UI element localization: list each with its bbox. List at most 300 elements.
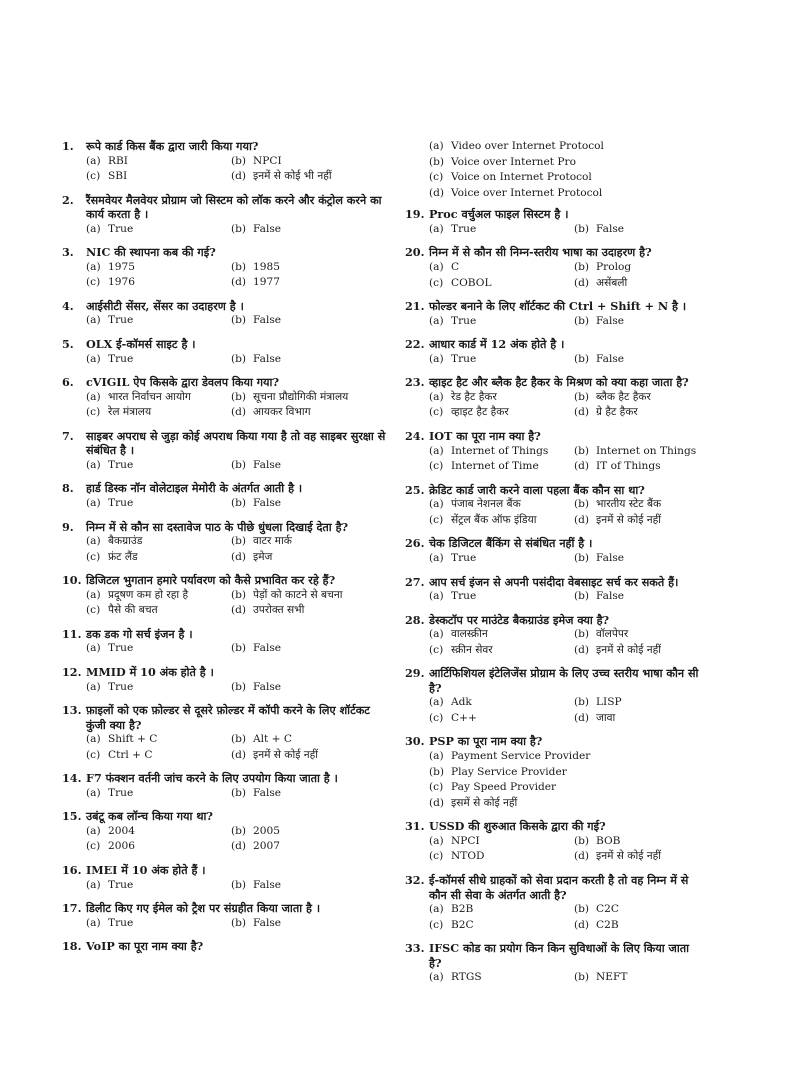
option-item: [429, 902, 574, 918]
option-text: Shift + C: [108, 733, 158, 746]
option-text: सेंट्रल बैंक ऑफ इंडिया: [451, 513, 537, 526]
options-list: [86, 222, 387, 238]
question-number: 25.: [405, 482, 425, 497]
option-item: [429, 139, 729, 155]
options-list: [429, 390, 705, 421]
question-number: 18.: [62, 939, 82, 954]
option-text: Video over Internet Protocol: [451, 140, 604, 152]
question-row: [405, 245, 705, 260]
option-text: True: [108, 786, 134, 799]
right-column: [405, 139, 705, 994]
option-label: (d): [574, 460, 590, 473]
option-label: (c): [429, 276, 444, 289]
options-list: [86, 786, 387, 802]
option-text: BOB: [596, 834, 621, 847]
question-text: डिजिटल भुगतान हमारे पर्यावरण को कैसे प्रभावित कर रहे हैं?: [86, 573, 336, 588]
option-text: वालस्क्रीन: [451, 628, 488, 641]
options-list: [429, 139, 705, 201]
question: [405, 245, 705, 291]
option-text: False: [596, 222, 625, 235]
option-text: C++: [451, 711, 477, 724]
option-text: True: [108, 496, 134, 509]
option-label: (a): [86, 154, 101, 167]
option-label: (d): [574, 513, 590, 526]
option-label: (a): [86, 260, 101, 273]
option-item: [429, 749, 729, 765]
options-list: [429, 444, 705, 475]
option-item: [86, 916, 231, 932]
question: [405, 873, 705, 933]
question-number: 29.: [405, 666, 425, 681]
option-item: [574, 352, 719, 368]
option-item: [86, 588, 231, 604]
question-number: 13.: [62, 703, 82, 718]
question: [405, 941, 705, 986]
option-text: C2B: [596, 918, 619, 931]
option-text: भारत निर्वाचन आयोग: [108, 390, 191, 403]
option-label: (a): [86, 458, 101, 471]
option-item: [429, 186, 729, 202]
option-label: (a): [429, 260, 444, 273]
question: [405, 375, 705, 421]
option-text: False: [253, 916, 282, 929]
option-item: [429, 796, 729, 812]
option-item: [429, 970, 574, 986]
option-label: (a): [429, 314, 444, 327]
question-text: क्रेडिट कार्ड जारी करने वाला पहला बैंक कौन सा था?: [429, 482, 645, 497]
option-text: False: [253, 680, 282, 693]
question: [405, 429, 705, 475]
option-item: [86, 169, 231, 185]
option-text: इनमें से कोई नहीं: [596, 643, 662, 656]
option-label: (b): [429, 155, 445, 168]
question-number: 2.: [62, 192, 74, 207]
option-item: [574, 918, 719, 934]
option-item: [231, 352, 376, 368]
question-number: 4.: [62, 298, 74, 313]
option-text: इनमें से कोई नहीं: [253, 748, 319, 761]
option-label: (d): [231, 748, 247, 761]
question-row: [405, 375, 705, 390]
question-row: [62, 809, 387, 824]
option-text: NPCI: [451, 834, 480, 847]
option-item: [86, 550, 231, 566]
option-item: [429, 627, 574, 643]
question-text: आप सर्च इंजन से अपनी पसंदीदा वेबसाइट सर्च कर सकते हैं।: [429, 574, 679, 589]
option-item: [86, 496, 231, 512]
question-row: [62, 481, 387, 496]
option-item: [574, 902, 719, 918]
options-list: [429, 834, 705, 865]
question: [62, 193, 387, 238]
option-text: Voice over Internet Protocol: [451, 186, 603, 199]
option-item: [231, 405, 376, 421]
option-label: (a): [86, 824, 101, 837]
options-list: [86, 680, 387, 696]
question: [62, 771, 387, 801]
question-text: निम्न में से कौन सी निम्न-स्तरीय भाषा का उदाहरण है?: [429, 245, 652, 260]
option-label: (b): [574, 628, 590, 641]
option-text: प्रदूषण कम हो रहा है: [108, 588, 189, 601]
option-label: (b): [231, 680, 247, 693]
option-text: False: [596, 314, 625, 327]
option-item: [231, 169, 376, 185]
option-label: (d): [574, 643, 590, 656]
option-label: (c): [86, 170, 101, 183]
option-item: [429, 155, 729, 171]
question: [62, 665, 387, 695]
option-item: [86, 352, 231, 368]
option-text: बैकग्राउंड: [108, 535, 143, 548]
options-list: [86, 878, 387, 894]
question-number: 23.: [405, 375, 425, 390]
option-item: [86, 458, 231, 474]
option-text: NEFT: [596, 971, 628, 984]
option-text: फ्रंट लैंड: [108, 550, 138, 563]
option-text: True: [451, 590, 477, 602]
option-label: (b): [231, 458, 247, 471]
question-number: 14.: [62, 771, 82, 786]
question-text: रैंसमवेयर मैलवेयर प्रोग्राम जो सिस्टम को लॉक करने और कंट्रोल करने का कार्य करता है ।: [86, 192, 382, 222]
option-label: (c): [86, 550, 101, 563]
option-label: (d): [231, 406, 247, 419]
question-text: NIC की स्थापना कब की गई?: [86, 245, 216, 260]
option-text: Internet on Things: [596, 444, 697, 457]
option-text: True: [108, 878, 134, 891]
option-item: [429, 551, 574, 567]
question-number: 19.: [405, 207, 425, 222]
question-text: IMEI में 10 अंक होते हैं ।: [86, 863, 206, 878]
option-text: व्हाइट हैट हैकर: [451, 406, 509, 419]
question-number: 28.: [405, 612, 425, 627]
option-label: (a): [86, 786, 101, 799]
option-label: (b): [574, 834, 590, 847]
option-label: (c): [429, 171, 444, 184]
question-row: [405, 873, 705, 902]
question: [405, 139, 705, 201]
question-number: 12.: [62, 665, 82, 679]
option-item: [429, 695, 574, 711]
option-label: (a): [86, 314, 101, 327]
question-row: [62, 939, 387, 954]
question-row: [405, 819, 705, 834]
option-text: वाटर मार्क: [253, 535, 292, 548]
option-text: B2B: [451, 903, 474, 916]
option-label: (d): [429, 796, 445, 809]
option-label: (a): [86, 496, 101, 509]
option-label: (d): [574, 406, 590, 419]
option-label: (d): [231, 604, 247, 617]
question-number: 16.: [62, 863, 82, 878]
option-item: [574, 222, 719, 238]
option-text: पंजाब नेशनल बैंक: [451, 498, 521, 511]
question: [62, 139, 387, 185]
question: [62, 863, 387, 893]
question-row: [405, 207, 705, 222]
option-item: [429, 459, 574, 475]
option-label: (b): [231, 878, 247, 891]
option-item: [574, 390, 719, 406]
option-label: (b): [231, 588, 247, 601]
options-list: [429, 970, 705, 986]
option-label: (c): [429, 460, 444, 473]
option-text: NPCI: [253, 154, 282, 167]
option-item: [429, 222, 574, 238]
option-text: Prolog: [596, 260, 632, 273]
option-text: स्क्रीन सेवर: [451, 643, 493, 656]
option-label: (c): [429, 850, 444, 863]
options-list: [429, 314, 705, 330]
question-number: 8.: [62, 481, 74, 496]
question-text: F7 फंक्शन वर्तनी जांच करने के लिए उपयोग किया जाता है ।: [86, 771, 338, 786]
option-item: [574, 970, 719, 986]
option-text: True: [451, 314, 477, 327]
option-item: [86, 748, 231, 764]
option-text: True: [108, 458, 134, 471]
question-text: चेक डिजिटल बैंकिंग से संबंधित नहीं है ।: [429, 536, 593, 551]
option-text: RTGS: [451, 971, 482, 984]
option-text: असेंबली: [596, 276, 628, 289]
question-row: [62, 520, 387, 535]
question: [62, 809, 387, 855]
question-row: [62, 771, 387, 786]
option-text: C2C: [596, 903, 619, 916]
option-label: (d): [231, 170, 247, 183]
question-text: VoIP का पूरा नाम क्या है?: [86, 939, 204, 954]
option-label: (b): [574, 498, 590, 511]
option-text: SBI: [108, 170, 128, 183]
options-list: [86, 352, 387, 368]
option-text: True: [108, 222, 134, 235]
question-text: डक डक गो सर्च इंजन है ।: [86, 626, 193, 641]
options-list: [86, 824, 387, 855]
question-row: [62, 193, 387, 222]
option-text: वॉलपेपर: [596, 628, 629, 641]
option-text: False: [253, 496, 282, 509]
option-label: (a): [86, 878, 101, 891]
option-item: [86, 405, 231, 421]
options-list: [86, 534, 387, 565]
option-item: [231, 458, 376, 474]
question-number: 32.: [405, 873, 425, 888]
options-list: [429, 551, 705, 567]
option-label: (b): [231, 390, 247, 403]
option-label: (a): [429, 590, 444, 602]
option-label: (b): [231, 786, 247, 799]
question-number: 5.: [62, 337, 74, 352]
option-item: [429, 513, 574, 529]
question-row: [62, 703, 387, 732]
option-label: (d): [574, 918, 590, 931]
question: [405, 299, 705, 329]
option-text: 2004: [108, 824, 135, 837]
option-label: (c): [86, 748, 101, 761]
option-label: (d): [574, 276, 590, 289]
option-text: False: [253, 352, 282, 365]
option-item: [574, 551, 719, 567]
option-item: [231, 588, 376, 604]
option-text: False: [253, 314, 282, 327]
option-label: (b): [574, 444, 590, 457]
question-number: 31.: [405, 819, 425, 834]
option-text: COBOL: [451, 276, 492, 289]
option-item: [86, 839, 231, 855]
option-text: C: [451, 260, 460, 273]
option-text: 2006: [108, 840, 135, 853]
option-item: [231, 550, 376, 566]
option-text: Play Service Provider: [451, 765, 567, 778]
option-item: [429, 711, 574, 727]
question-number: 30.: [405, 734, 425, 749]
option-text: True: [451, 551, 477, 564]
option-item: [429, 352, 574, 368]
options-list: [86, 641, 387, 657]
question-text: फोल्डर बनाने के लिए शॉर्टकट की Ctrl + Shift + N है ।: [429, 299, 687, 314]
option-text: आयकर विभाग: [253, 406, 311, 419]
question-row: [405, 666, 705, 695]
question-row: [405, 575, 705, 590]
option-item: [86, 878, 231, 894]
question-number: 21.: [405, 299, 425, 314]
options-list: [86, 154, 387, 185]
option-label: (b): [574, 260, 590, 273]
option-label: (a): [429, 444, 444, 457]
question-text: डिलीट किए गए ईमेल को ट्रैश पर संग्रहीत किया जाता है ।: [86, 901, 321, 916]
question-text: आर्टिफिशियल इंटेलिजेंस प्रोग्राम के लिए उच्च स्तरीय भाषा कौन सी है?: [429, 666, 699, 695]
option-label: (a): [429, 749, 444, 762]
option-item: [86, 534, 231, 550]
question-text: रूपे कार्ड किस बैंक द्वारा जारी किया गया?: [86, 139, 259, 153]
question-row: [405, 483, 705, 498]
option-text: True: [108, 314, 134, 327]
option-label: (c): [86, 604, 101, 617]
question-number: 24.: [405, 429, 425, 444]
option-item: [429, 390, 574, 406]
question-text: IOT का पूरा नाम क्या है?: [429, 429, 541, 444]
option-text: इनमें से कोई नहीं: [596, 850, 662, 863]
option-text: पैसे की बचत: [108, 604, 158, 617]
option-item: [429, 260, 574, 276]
option-label: (b): [231, 733, 247, 746]
question-row: [62, 901, 387, 916]
option-label: (b): [231, 222, 247, 235]
option-item: [86, 680, 231, 696]
option-label: (a): [86, 588, 101, 601]
option-text: 1985: [253, 260, 280, 273]
option-item: [231, 275, 376, 291]
option-text: NTOD: [451, 850, 485, 863]
option-item: [231, 222, 376, 238]
option-label: (b): [231, 535, 247, 548]
option-item: [231, 496, 376, 512]
option-label: (b): [574, 551, 590, 564]
option-label: (a): [429, 551, 444, 564]
option-item: [574, 260, 719, 276]
question-row: [405, 941, 705, 970]
option-label: (a): [429, 628, 444, 641]
option-text: सूचना प्रौद्योगिकी मंत्रालय: [253, 390, 349, 403]
option-text: B2C: [451, 918, 474, 931]
question-text: फ़ाइलों को एक फ़ोल्डर से दूसरे फ़ोल्डर में कॉपी करने के लिए शॉर्टकट कुंजी क्या है?: [86, 703, 370, 732]
option-text: इमेज: [253, 550, 273, 563]
question-row: [62, 863, 387, 878]
option-text: False: [596, 352, 625, 365]
option-item: [231, 603, 376, 619]
option-label: (c): [429, 406, 444, 419]
question-row: [62, 299, 387, 314]
question: [62, 245, 387, 291]
option-item: [86, 222, 231, 238]
question: [405, 613, 705, 659]
option-item: [429, 643, 574, 659]
option-item: [231, 916, 376, 932]
option-text: ग्रे हैट हैकर: [596, 406, 638, 419]
question: [405, 666, 705, 726]
option-item: [574, 497, 719, 513]
question-row: [405, 734, 705, 749]
option-item: [231, 748, 376, 764]
question-row: [405, 429, 705, 444]
option-label: (a): [86, 642, 101, 655]
question-row: [62, 337, 387, 352]
options-list: [86, 916, 387, 932]
question-row: [62, 139, 387, 154]
question-text: डेस्कटॉप पर माउंटेड बैकग्राउंड इमेज क्या है?: [429, 612, 610, 627]
question-number: 1.: [62, 139, 74, 153]
option-item: [231, 390, 376, 406]
option-item: [429, 849, 574, 865]
option-text: इसमें से कोई नहीं: [451, 796, 518, 809]
option-item: [86, 786, 231, 802]
option-text: 1977: [253, 276, 280, 289]
option-label: (b): [231, 496, 247, 509]
option-label: (b): [231, 352, 247, 365]
question: [405, 536, 705, 566]
option-text: True: [451, 222, 477, 235]
option-label: (a): [429, 390, 444, 403]
option-label: (b): [574, 971, 590, 984]
option-item: [86, 641, 231, 657]
option-text: False: [596, 590, 625, 602]
option-label: (a): [429, 696, 444, 709]
option-label: (c): [429, 781, 444, 794]
question: [62, 939, 387, 954]
option-item: [231, 732, 376, 748]
question: [62, 429, 387, 474]
option-text: उपरोक्त सभी: [253, 604, 305, 617]
option-item: [429, 405, 574, 421]
question-number: 26.: [405, 536, 425, 551]
question-number: 9.: [62, 519, 74, 534]
option-label: (b): [574, 352, 590, 365]
option-label: (a): [429, 352, 444, 365]
option-item: [574, 513, 719, 529]
option-label: (b): [574, 903, 590, 916]
options-list: [86, 458, 387, 474]
question-number: 11.: [62, 626, 82, 641]
option-item: [86, 313, 231, 329]
option-text: इनमें से कोई भी नहीं: [253, 170, 332, 183]
option-text: False: [253, 878, 282, 891]
option-text: True: [108, 680, 134, 693]
options-list: [429, 695, 705, 726]
option-label: (b): [231, 260, 247, 273]
option-text: Ctrl + C: [108, 748, 153, 761]
option-text: ब्लैक हैट हैकर: [596, 390, 651, 403]
option-label: (b): [574, 390, 590, 403]
question: [405, 337, 705, 367]
question-number: 10.: [62, 573, 82, 588]
